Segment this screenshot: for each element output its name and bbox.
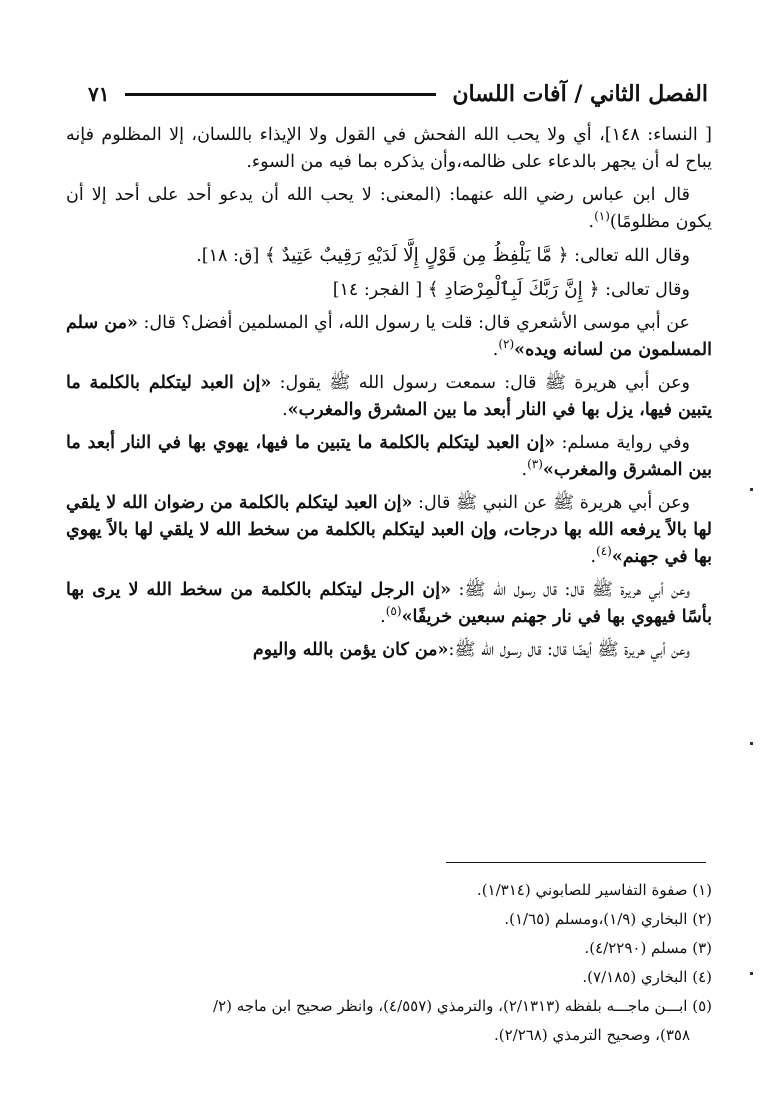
punctuation: . (492, 340, 499, 360)
verse-reference: [ق: ١٨]. (196, 246, 265, 266)
footnote-ref: (٤) (596, 544, 612, 559)
punctuation: . (590, 547, 597, 567)
paragraph-lead: وعن أبي هريرة ﷺ عن النبي ﷺ قال: (412, 493, 691, 513)
footnote-item (66, 934, 712, 963)
footnote-ref: (٣) (527, 457, 543, 472)
paragraph-hadith-muslim (66, 430, 712, 484)
footnote-ref: (١) (594, 209, 610, 224)
scan-mark (750, 972, 753, 975)
footnote-number: (٥) (692, 997, 712, 1015)
footnote-number: (٣) (692, 939, 712, 957)
hadith-text: «من سلم المسلمون من لسانه ويده» (66, 313, 712, 360)
paragraph-quran-commentary (66, 122, 712, 176)
punctuation: . (282, 400, 288, 420)
paragraph-lead: عن أبي موسى الأشعري قال: قلت يا رسول الله، أي المسلمين أفضل؟ قال: (137, 313, 690, 333)
footnote-item (66, 876, 712, 905)
footnote-item (66, 963, 712, 992)
page-number: ٧١ (88, 82, 110, 106)
verse-reference: [ الفجر: ١٤] (332, 280, 428, 300)
footnote-number: (٤) (692, 968, 712, 986)
footnote-text: ابـــن ماجـــه بلفظه (٢/١٣١٣)، والترمذي (٤/٥٥٧)، وانظر صحيح ابن ماجه (٢/ (213, 997, 688, 1015)
paragraph-lead: وقال الله تعالى: (568, 246, 690, 266)
footnote-ref: (٢) (498, 337, 515, 352)
page-header (88, 74, 708, 114)
footnote-item (66, 992, 712, 1050)
scan-mark (750, 488, 753, 491)
paragraph-hadith-abu-musa (66, 310, 712, 364)
footnotes (66, 876, 712, 1050)
paragraph-lead: وفي رواية مسلم: (555, 433, 690, 453)
footnote-item (66, 905, 712, 934)
footnote-text: البخاري (٧/١٨٥). (582, 968, 688, 986)
header-rule (125, 93, 436, 96)
footnote-text: صفوة التفاسير للصابوني (١/٣١٤). (476, 881, 688, 899)
paragraph-lead: وعن أبي هريرة ﷺ قال: سمعت رسول الله ﷺ يقول: (271, 373, 690, 393)
paragraph-hadith-abu-hurayra-4 (66, 637, 712, 664)
footnote-text: البخاري (١/٩)،ومسلم (١/٦٥). (504, 910, 688, 928)
footnote-ref: (٥) (385, 604, 402, 619)
footnote-text: مسلم (٤/٢٢٩٠). (584, 939, 688, 957)
footnote-number: (١) (692, 881, 712, 899)
scan-mark (750, 742, 753, 745)
paragraph-lead: وقال تعالى: (599, 280, 690, 300)
paragraph-ibn-abbas (66, 182, 712, 236)
hadith-text: «إن العبد ليتكلم بالكلمة من رضوان الله لا يلقي لها بالاً يرفعه الله بها درجات، وإن العبد ليتكلم بالكلمة من سخط الله لا يلقي لها بالاً يهوي بها في جهنم» (66, 493, 712, 567)
paragraph-verse-qaf (66, 242, 712, 270)
punctuation: . (380, 607, 386, 627)
footnote-separator (446, 862, 706, 863)
quran-verse: ﴿ مَّا يَلْفِظُ مِن قَوْلٍ إِلَّا لَدَيْهِ رَقِيبٌ عَتِيدٌ ﴾ (264, 245, 569, 266)
paragraph-text: قال ابن عباس رضي الله عنهما: (المعنى: لا يحب الله أن يدعو أحد على أحد إلا أن يكون مظلومًا) (66, 185, 712, 232)
hadith-text: «إن العبد ليتكلم بالكلمة ما يتبين ما فيها، يهوي بها في النار أبعد ما بين المشرق والمغرب» (66, 433, 712, 480)
paragraph-text: [ النساء: ١٤٨]، أي ولا يحب الله الفحش في القول ولا الإيذاء باللسان، إلا المظلوم فإنه يباح له أن يجهر بالدعاء على ظالمه،وأن يذكره بما فيه من السوء. (66, 125, 713, 172)
hadith-text: «إن العبد ليتكلم بالكلمة ما يتبين فيها، يزل بها في النار أبعد ما بين المشرق والمغرب» (66, 373, 712, 420)
paragraph-verse-fajr (66, 276, 712, 304)
paragraph-hadith-abu-hurayra-1 (66, 370, 712, 424)
paragraph-hadith-abu-hurayra-2 (66, 490, 712, 571)
punctuation: . (588, 212, 595, 232)
hadith-text: «إن الرجل ليتكلم بالكلمة من سخط الله لا يرى بها بأسًا فيهوي بها في نار جهنم سبعين خريفًا» (66, 580, 712, 627)
paragraph-lead: وعن أبي هريرة ﷺ أيضًا قال: قال رسول الله ﷺ: (448, 640, 690, 660)
paragraph-hadith-abu-hurayra-3 (66, 577, 712, 631)
footnote-number: (٢) (692, 910, 712, 928)
chapter-title: الفصل الثاني / آفات اللسان (452, 81, 708, 107)
footnote-continuation: ٣٥٨)، وصحيح الترمذي (٢/٢٦٨). (494, 1026, 690, 1044)
hadith-text: «من كان يؤمن بالله واليوم (252, 640, 449, 660)
paragraph-lead: وعن أبي هريرة ﷺ قال: قال رسول الله ﷺ: (451, 580, 690, 600)
quran-verse: ﴿ إِنَّ رَبَّكَ لَبِٱلْمِرْصَادِ ﴾ (427, 279, 600, 300)
main-text (66, 122, 712, 670)
punctuation: . (521, 460, 528, 480)
